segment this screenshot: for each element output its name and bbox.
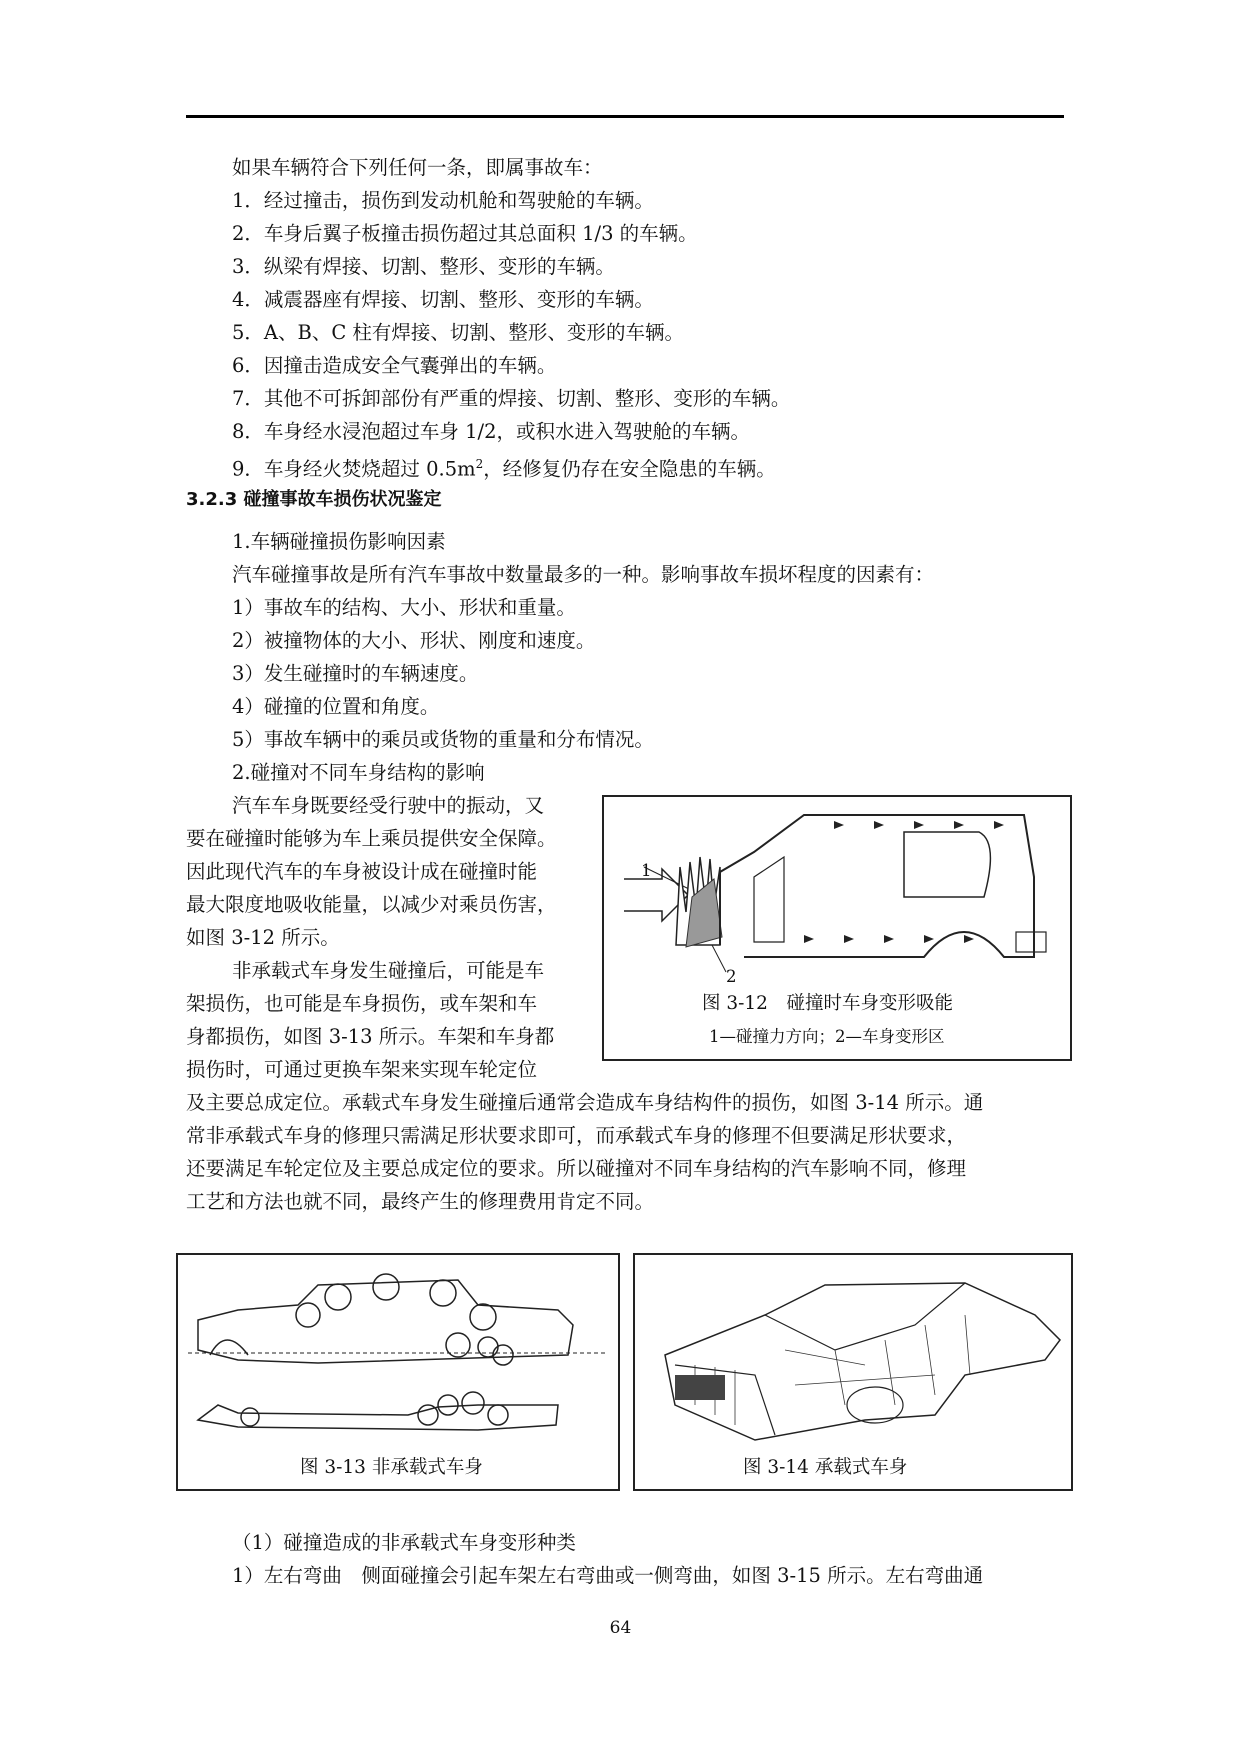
door-frame [754, 857, 784, 942]
accident-item-9 [232, 448, 776, 486]
factor-4: 4）碰撞的位置和角度。 [232, 695, 440, 718]
fig14-caption: 图 3-14 承载式车身 [743, 1457, 908, 1478]
factor-3: 3）发生碰撞时的车辆速度。 [232, 662, 479, 685]
section-heading: 3.2.3 碰撞事故车损伤状况鉴定 [186, 489, 442, 510]
para-a-line-2: 要在碰撞时能够为车上乘员提供安全保障。 [186, 827, 557, 850]
figure-3-12 [602, 795, 1072, 1061]
rear-bumper [1016, 932, 1046, 952]
subsection-1-intro: 汽车碰撞事故是所有汽车事故中数量最多的一种。影响事故车损坏程度的因素有： [232, 563, 935, 586]
car-body-outline [198, 1280, 573, 1363]
para-b-full-line-4: 工艺和方法也就不同，最终产生的修理费用肯定不同。 [186, 1190, 655, 1213]
para-b-line-3: 身都损伤，如图 3-13 所示。车架和车身都 [186, 1025, 555, 1048]
frame-damage-circles [241, 1392, 508, 1426]
label-2-leader [712, 945, 726, 972]
subsection-3-title: （1）碰撞造成的非承载式车身变形种类 [232, 1531, 576, 1554]
accident-item-5: 5．A、B、C 柱有焊接、切割、整形、变形的车辆。 [232, 321, 684, 344]
item9-text: 9．车身经火焚烧超过 0.5m [232, 457, 476, 481]
para-a-line-1: 汽车车身既要经受行驶中的振动，又 [232, 794, 545, 817]
para-b-full-line-3: 还要满足车轮定位及主要总成定位的要求。所以碰撞对不同车身结构的汽车影响不同，修理 [186, 1157, 967, 1180]
header-rule [186, 115, 1064, 118]
window-outline [904, 832, 990, 897]
para-a-line-5: 如图 3-12 所示。 [186, 926, 340, 949]
accident-item-7: 7．其他不可拆卸部份有严重的焊接、切割、整形、变形的车辆。 [232, 387, 791, 410]
unibody-outline [665, 1283, 1060, 1440]
factor-1: 1）事故车的结构、大小、形状和重量。 [232, 596, 576, 619]
fig12-label-1: 1 [641, 861, 652, 880]
left-right-bend-line: 1）左右弯曲 侧面碰撞会引起车架左右弯曲或一侧弯曲，如图 3-15 所示。左右弯曲通 [232, 1564, 984, 1587]
fig12-caption: 图 3-12 碰撞时车身变形吸能 [702, 993, 953, 1014]
accident-intro: 如果车辆符合下列任何一条，即属事故车： [232, 156, 603, 179]
para-b-line-1: 非承载式车身发生碰撞后，可能是车 [232, 959, 545, 982]
damage-circles [296, 1274, 513, 1365]
para-b-line-4: 损伤时，可通过更换车架来实现车轮定位 [186, 1058, 538, 1081]
para-a-line-4: 最大限度地吸收能量，以减少对乘员伤害， [186, 893, 557, 916]
accident-item-3: 3．纵梁有焊接、切割、整形、变形的车辆。 [232, 255, 615, 278]
para-b-line-2: 架损伤，也可能是车身损伤，或车架和车 [186, 992, 538, 1015]
fig13-caption: 图 3-13 非承载式车身 [300, 1457, 483, 1478]
accident-item-1: 1．经过撞击，损伤到发动机舱和驾驶舱的车辆。 [232, 189, 654, 212]
figure-3-13 [176, 1253, 620, 1491]
fig12-legend: 1—碰撞力方向；2—车身变形区 [709, 1027, 945, 1046]
front-wheel-arch [210, 1340, 248, 1355]
windshield-frame [765, 1283, 965, 1350]
collision-deformation-diagram [604, 797, 1070, 997]
subsection-2-title: 2.碰撞对不同车身结构的影响 [232, 761, 485, 784]
unibody-diagram [635, 1255, 1071, 1445]
page-number: 64 [609, 1618, 632, 1638]
fig12-label-2: 2 [726, 967, 737, 986]
para-a-line-3: 因此现代汽车的车身被设计成在碰撞时能 [186, 860, 538, 883]
item9-text-end: ，经修复仍存在安全隐患的车辆。 [483, 457, 776, 481]
figure-3-14 [633, 1253, 1073, 1491]
accident-item-4: 4．减震器座有焊接、切割、整形、变形的车辆。 [232, 288, 654, 311]
structure-lines [695, 1315, 970, 1425]
accident-item-2: 2．车身后翼子板撞击损伤超过其总面积 1/3 的车辆。 [232, 222, 698, 245]
accident-item-6: 6．因撞击造成安全气囊弹出的车辆。 [232, 354, 557, 377]
para-b-full-line-2: 常非承载式车身的修理只需满足形状要求即可，而承载式车身的修理不但要满足形状要求， [186, 1124, 967, 1147]
body-on-frame-diagram [178, 1255, 618, 1445]
factor-2: 2）被撞物体的大小、形状、刚度和速度。 [232, 629, 596, 652]
para-b-full-line-1: 及主要总成定位。承载式车身发生碰撞后通常会造成车身结构件的损伤，如图 3-14 所示。通 [186, 1091, 984, 1114]
item9-superscript: 2 [475, 457, 484, 471]
radiator-support [675, 1375, 725, 1400]
factor-5: 5）事故车辆中的乘员或货物的重量和分布情况。 [232, 728, 654, 751]
accident-item-8: 8．车身经水浸泡超过车身 1/2，或积水进入驾驶舱的车辆。 [232, 420, 750, 443]
subsection-1-title: 1.车辆碰撞损伤影响因素 [232, 530, 446, 553]
